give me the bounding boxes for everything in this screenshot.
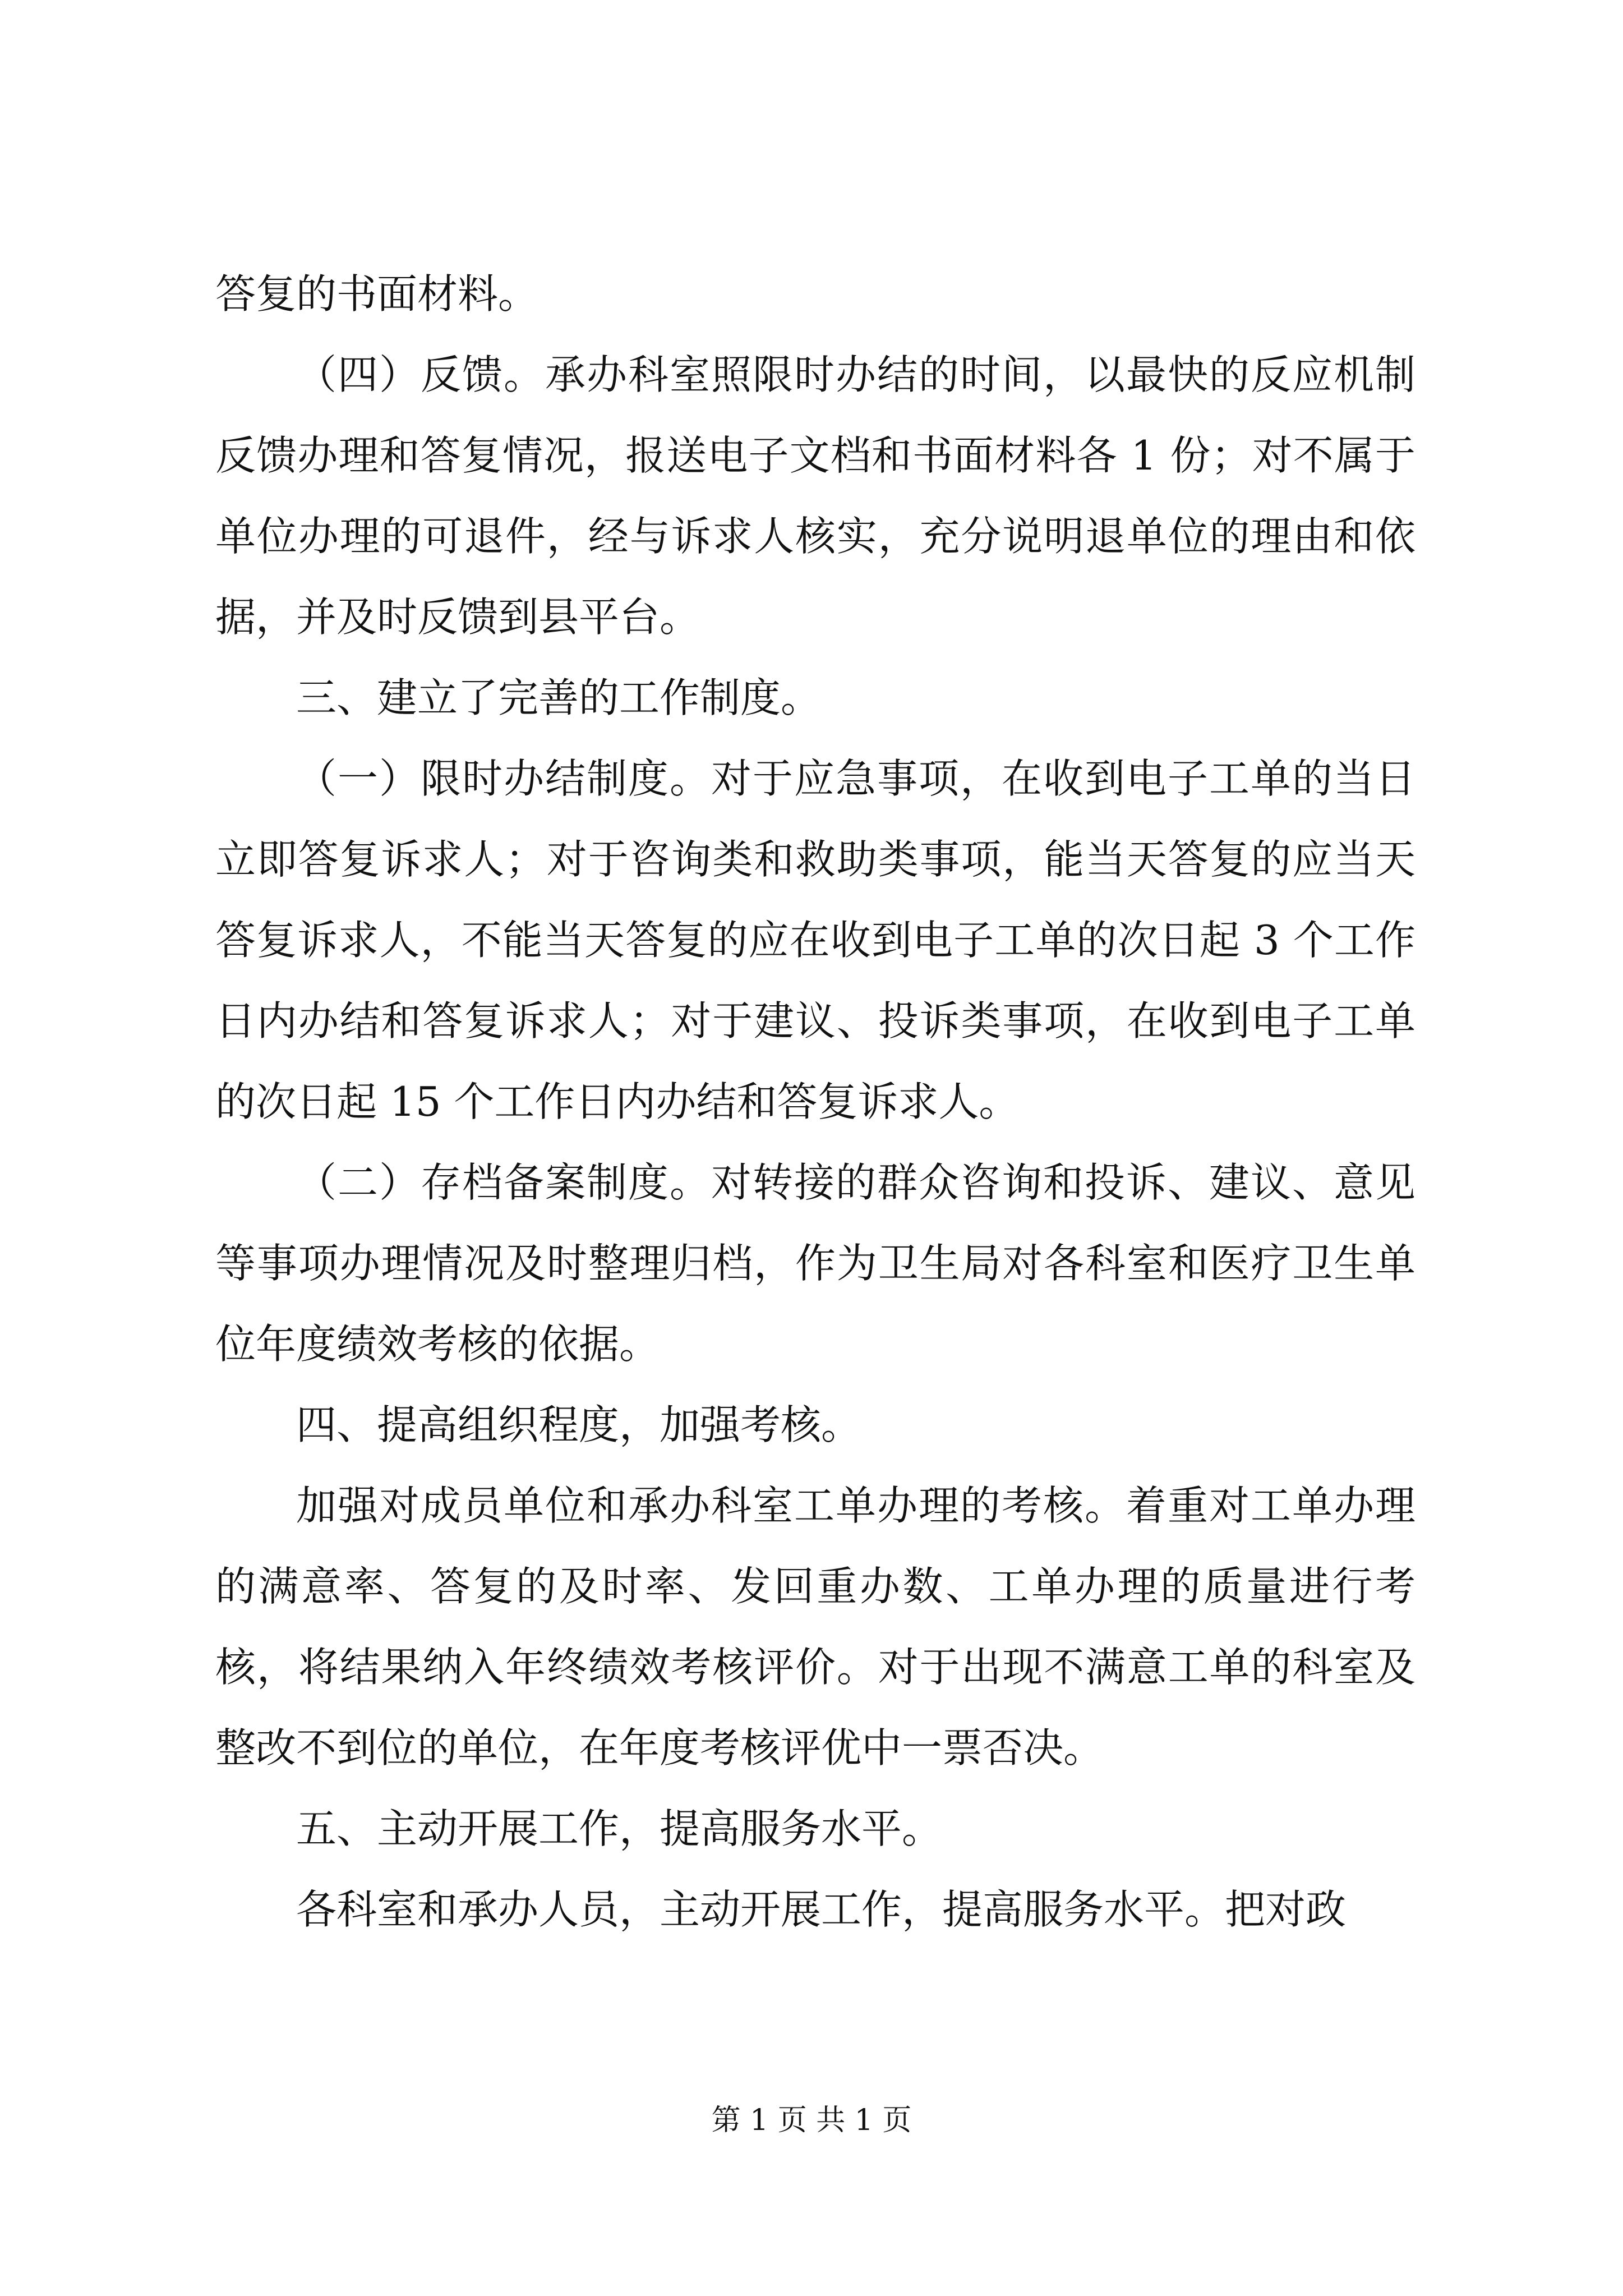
page-footer: 第 1 页 共 1 页 (711, 2104, 912, 2137)
paragraph-3: 三、建立了完善的工作制度。 (296, 674, 822, 721)
paragraph-1: 答复的书面材料。 (215, 270, 539, 318)
paragraph-4: （一）限时办结制度。对于应急事项，在收到电子工单的当日立即答复诉求人；对于咨询类和救助类事项，能当天答复的应当天答复诉求人，不能当天答复的应在收到电子工单的次日起 3 个工作日内办结和答复诉求人；对于建议、投诉类事项，在收到电子工单的次日起 15 个工作日内办结和答复诉求人。 (215, 755, 1415, 1125)
document-body (215, 254, 1415, 1950)
paragraph-6: 四、提高组织程度，加强考核。 (296, 1401, 862, 1448)
paragraph-5: （二）存档备案制度。对转接的群众咨询和投诉、建议、意见等事项办理情况及时整理归档，作为卫生局对各科室和医疗卫生单位年度绩效考核的依据。 (215, 1159, 1415, 1368)
paragraph-7: 加强对成员单位和承办科室工单办理的考核。着重对工单办理的满意率、答复的及时率、发回重办数、工单办理的质量进行考核，将结果纳入年终绩效考核评价。对于出现不满意工单的科室及整改不到位的单位，在年度考核评优中一票否决。 (215, 1482, 1415, 1772)
paragraph-9: 各科室和承办人员，主动开展工作，提高服务水平。把对政 (296, 1886, 1347, 1933)
paragraph-8: 五、主动开展工作，提高服务水平。 (296, 1805, 943, 1852)
paragraph-2: （四）反馈。承办科室照限时办结的时间，以最快的反应机制反馈办理和答复情况，报送电子文档和书面材料各 1 份；对不属于单位办理的可退件，经与诉求人核实，充分说明退单位的理由和依据，并及时反馈到县平台。 (215, 351, 1415, 641)
